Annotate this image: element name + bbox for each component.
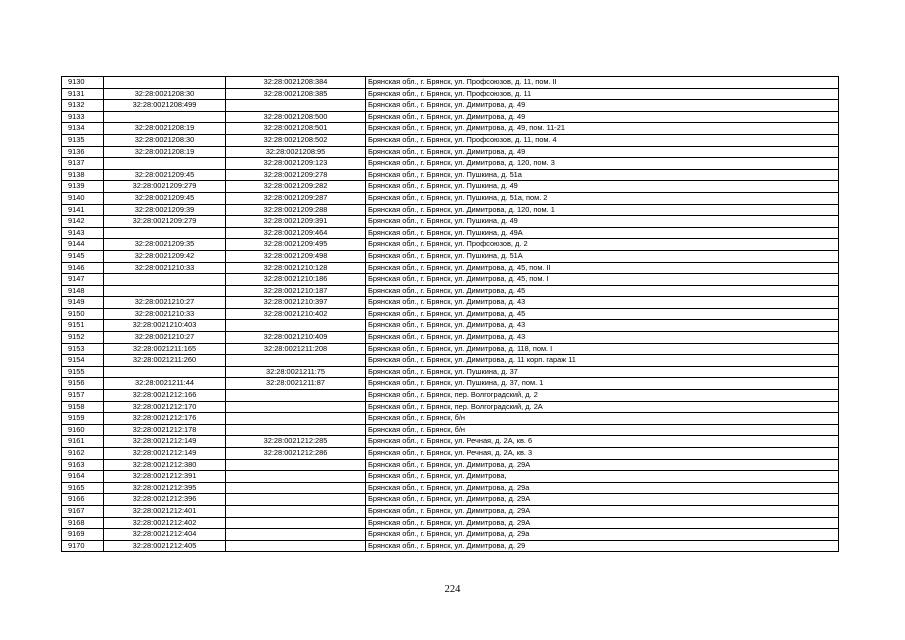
table-row (62, 494, 839, 506)
table-row (62, 448, 839, 460)
object-cadastral-number-cell: 32:28:0021208:501 (226, 123, 366, 135)
table-row (62, 250, 839, 262)
land-cadastral-number-cell: 32:28:0021212:380 (104, 459, 226, 471)
table-row (62, 100, 839, 112)
row-number-cell: 9159 (62, 413, 104, 425)
address-cell: Брянская обл., г. Брянск, ул. Димитрова, д. 120, пом. 3 (366, 158, 839, 170)
address-cell: Брянская обл., г. Брянск, ул. Профсоюзов, д. 11 (366, 88, 839, 100)
land-cadastral-number-cell: 32:28:0021210:27 (104, 297, 226, 309)
land-cadastral-number-cell: 32:28:0021208:30 (104, 134, 226, 146)
table-row (62, 355, 839, 367)
row-number-cell: 9148 (62, 285, 104, 297)
land-cadastral-number-cell (104, 77, 226, 89)
address-cell: Брянская обл., г. Брянск, ул. Пушкина, д. 37, пом. 1 (366, 378, 839, 390)
land-cadastral-number-cell: 32:28:0021211:44 (104, 378, 226, 390)
table-row (62, 459, 839, 471)
object-cadastral-number-cell: 32:28:0021212:286 (226, 448, 366, 460)
table-row (62, 297, 839, 309)
row-number-cell: 9145 (62, 250, 104, 262)
address-cell: Брянская обл., г. Брянск, б/н (366, 413, 839, 425)
object-cadastral-number-cell: 32:28:0021210:397 (226, 297, 366, 309)
address-cell: Брянская обл., г. Брянск, ул. Профсоюзов, д. 11, пом. II (366, 77, 839, 89)
land-cadastral-number-cell: 32:28:0021209:279 (104, 181, 226, 193)
object-cadastral-number-cell: 32:28:0021208:500 (226, 111, 366, 123)
object-cadastral-number-cell: 32:28:0021209:391 (226, 216, 366, 228)
address-cell: Брянская обл., г. Брянск, ул. Пушкина, д. 49 (366, 216, 839, 228)
land-cadastral-number-cell (104, 366, 226, 378)
address-cell: Брянская обл., г. Брянск, ул. Димитрова, (366, 471, 839, 483)
object-cadastral-number-cell: 32:28:0021209:287 (226, 192, 366, 204)
table-row (62, 401, 839, 413)
row-number-cell: 9168 (62, 517, 104, 529)
object-cadastral-number-cell: 32:28:0021208:502 (226, 134, 366, 146)
address-cell: Брянская обл., г. Брянск, б/н (366, 424, 839, 436)
table-row (62, 366, 839, 378)
row-number-cell: 9134 (62, 123, 104, 135)
address-cell: Брянская обл., г. Брянск, ул. Димитрова, д. 29А (366, 459, 839, 471)
land-cadastral-number-cell: 32:28:0021212:396 (104, 494, 226, 506)
row-number-cell: 9169 (62, 529, 104, 541)
row-number-cell: 9130 (62, 77, 104, 89)
land-cadastral-number-cell: 32:28:0021208:19 (104, 146, 226, 158)
address-cell: Брянская обл., г. Брянск, ул. Димитрова, д. 29а (366, 529, 839, 541)
object-cadastral-number-cell (226, 413, 366, 425)
address-cell: Брянская обл., г. Брянск, ул. Димитрова, д. 43 (366, 297, 839, 309)
row-number-cell: 9156 (62, 378, 104, 390)
object-cadastral-number-cell (226, 494, 366, 506)
row-number-cell: 9132 (62, 100, 104, 112)
land-cadastral-number-cell (104, 227, 226, 239)
land-cadastral-number-cell: 32:28:0021212:149 (104, 448, 226, 460)
object-cadastral-number-cell: 32:28:0021209:498 (226, 250, 366, 262)
table-row (62, 239, 839, 251)
row-number-cell: 9165 (62, 482, 104, 494)
table-row (62, 274, 839, 286)
register-table-body (62, 77, 839, 552)
address-cell: Брянская обл., г. Брянск, ул. Пушкина, д. 49А (366, 227, 839, 239)
land-cadastral-number-cell: 32:28:0021212:391 (104, 471, 226, 483)
address-cell: Брянская обл., г. Брянск, ул. Димитрова, д. 45, пом. II (366, 262, 839, 274)
land-cadastral-number-cell: 32:28:0021210:27 (104, 332, 226, 344)
row-number-cell: 9155 (62, 366, 104, 378)
table-row (62, 413, 839, 425)
address-cell: Брянская обл., г. Брянск, ул. Димитрова, д. 49 (366, 146, 839, 158)
object-cadastral-number-cell: 32:28:0021209:123 (226, 158, 366, 170)
land-cadastral-number-cell: 32:28:0021209:45 (104, 169, 226, 181)
table-row (62, 529, 839, 541)
table-row (62, 471, 839, 483)
land-cadastral-number-cell: 32:28:0021212:176 (104, 413, 226, 425)
object-cadastral-number-cell (226, 482, 366, 494)
object-cadastral-number-cell (226, 100, 366, 112)
object-cadastral-number-cell: 32:28:0021209:464 (226, 227, 366, 239)
object-cadastral-number-cell: 32:28:0021210:409 (226, 332, 366, 344)
object-cadastral-number-cell: 32:28:0021209:495 (226, 239, 366, 251)
land-cadastral-number-cell: 32:28:0021209:39 (104, 204, 226, 216)
table-row (62, 308, 839, 320)
object-cadastral-number-cell: 32:28:0021210:186 (226, 274, 366, 286)
address-cell: Брянская обл., г. Брянск, ул. Димитрова, д. 45 (366, 285, 839, 297)
object-cadastral-number-cell: 32:28:0021212:285 (226, 436, 366, 448)
address-cell: Брянская обл., г. Брянск, ул. Пушкина, д. 51а, пом. 2 (366, 192, 839, 204)
row-number-cell: 9137 (62, 158, 104, 170)
row-number-cell: 9141 (62, 204, 104, 216)
object-cadastral-number-cell: 32:28:0021210:128 (226, 262, 366, 274)
table-row (62, 262, 839, 274)
address-cell: Брянская обл., г. Брянск, ул. Димитрова, д. 45 (366, 308, 839, 320)
table-row (62, 436, 839, 448)
table-row (62, 378, 839, 390)
table-row (62, 204, 839, 216)
table-row (62, 158, 839, 170)
land-cadastral-number-cell: 32:28:0021208:19 (104, 123, 226, 135)
object-cadastral-number-cell: 32:28:0021209:288 (226, 204, 366, 216)
table-row (62, 285, 839, 297)
page-number: 224 (444, 584, 461, 595)
table-row (62, 123, 839, 135)
row-number-cell: 9140 (62, 192, 104, 204)
object-cadastral-number-cell: 32:28:0021209:282 (226, 181, 366, 193)
object-cadastral-number-cell (226, 320, 366, 332)
land-cadastral-number-cell: 32:28:0021212:395 (104, 482, 226, 494)
table-row (62, 424, 839, 436)
row-number-cell: 9144 (62, 239, 104, 251)
row-number-cell: 9143 (62, 227, 104, 239)
table-row (62, 134, 839, 146)
land-cadastral-number-cell: 32:28:0021212:401 (104, 505, 226, 517)
address-cell: Брянская обл., г. Брянск, ул. Димитрова, д. 29А (366, 494, 839, 506)
table-row (62, 169, 839, 181)
table-row (62, 517, 839, 529)
land-cadastral-number-cell: 32:28:0021210:33 (104, 262, 226, 274)
object-cadastral-number-cell (226, 529, 366, 541)
object-cadastral-number-cell (226, 517, 366, 529)
land-cadastral-number-cell: 32:28:0021211:165 (104, 343, 226, 355)
land-cadastral-number-cell (104, 158, 226, 170)
row-number-cell: 9153 (62, 343, 104, 355)
address-cell: Брянская обл., г. Брянск, пер. Волгоградский, д. 2А (366, 401, 839, 413)
land-cadastral-number-cell: 32:28:0021210:403 (104, 320, 226, 332)
address-cell: Брянская обл., г. Брянск, ул. Пушкина, д. 37 (366, 366, 839, 378)
object-cadastral-number-cell: 32:28:0021210:187 (226, 285, 366, 297)
table-row (62, 390, 839, 402)
row-number-cell: 9158 (62, 401, 104, 413)
row-number-cell: 9161 (62, 436, 104, 448)
address-cell: Брянская обл., г. Брянск, ул. Димитрова, д. 29 (366, 540, 839, 552)
object-cadastral-number-cell: 32:28:0021211:75 (226, 366, 366, 378)
table-row (62, 343, 839, 355)
table-row (62, 216, 839, 228)
address-cell: Брянская обл., г. Брянск, ул. Пушкина, д. 51А (366, 250, 839, 262)
row-number-cell: 9160 (62, 424, 104, 436)
land-cadastral-number-cell: 32:28:0021209:35 (104, 239, 226, 251)
row-number-cell: 9163 (62, 459, 104, 471)
address-cell: Брянская обл., г. Брянск, ул. Пушкина, д. 49 (366, 181, 839, 193)
row-number-cell: 9150 (62, 308, 104, 320)
object-cadastral-number-cell (226, 390, 366, 402)
address-cell: Брянская обл., г. Брянск, ул. Димитрова, д. 29а (366, 482, 839, 494)
table-row (62, 332, 839, 344)
table-row (62, 505, 839, 517)
land-cadastral-number-cell: 32:28:0021212:402 (104, 517, 226, 529)
row-number-cell: 9170 (62, 540, 104, 552)
row-number-cell: 9149 (62, 297, 104, 309)
register-table (61, 76, 839, 552)
land-cadastral-number-cell (104, 285, 226, 297)
object-cadastral-number-cell (226, 355, 366, 367)
object-cadastral-number-cell: 32:28:0021208:95 (226, 146, 366, 158)
address-cell: Брянская обл., г. Брянск, ул. Речная, д. 2А, кв. 6 (366, 436, 839, 448)
table-row (62, 88, 839, 100)
land-cadastral-number-cell: 32:28:0021208:30 (104, 88, 226, 100)
address-cell: Брянская обл., г. Брянск, ул. Димитрова, д. 43 (366, 332, 839, 344)
row-number-cell: 9154 (62, 355, 104, 367)
address-cell: Брянская обл., г. Брянск, ул. Профсоюзов, д. 11, пом. 4 (366, 134, 839, 146)
table-row (62, 181, 839, 193)
row-number-cell: 9135 (62, 134, 104, 146)
address-cell: Брянская обл., г. Брянск, ул. Речная, д. 2А, кв. 3 (366, 448, 839, 460)
object-cadastral-number-cell: 32:28:0021209:278 (226, 169, 366, 181)
address-cell: Брянская обл., г. Брянск, ул. Димитрова, д. 49 (366, 111, 839, 123)
land-cadastral-number-cell: 32:28:0021212:405 (104, 540, 226, 552)
row-number-cell: 9146 (62, 262, 104, 274)
object-cadastral-number-cell (226, 505, 366, 517)
object-cadastral-number-cell: 32:28:0021210:402 (226, 308, 366, 320)
table-row (62, 77, 839, 89)
object-cadastral-number-cell (226, 424, 366, 436)
object-cadastral-number-cell (226, 401, 366, 413)
row-number-cell: 9167 (62, 505, 104, 517)
address-cell: Брянская обл., г. Брянск, ул. Димитрова, д. 118, пом. I (366, 343, 839, 355)
object-cadastral-number-cell: 32:28:0021211:87 (226, 378, 366, 390)
object-cadastral-number-cell (226, 540, 366, 552)
table-row (62, 192, 839, 204)
land-cadastral-number-cell: 32:28:0021209:279 (104, 216, 226, 228)
address-cell: Брянская обл., г. Брянск, ул. Димитрова, д. 43 (366, 320, 839, 332)
land-cadastral-number-cell: 32:28:0021212:149 (104, 436, 226, 448)
table-row (62, 482, 839, 494)
row-number-cell: 9139 (62, 181, 104, 193)
land-cadastral-number-cell: 32:28:0021209:45 (104, 192, 226, 204)
row-number-cell: 9138 (62, 169, 104, 181)
address-cell: Брянская обл., г. Брянск, ул. Димитрова, д. 49 (366, 100, 839, 112)
address-cell: Брянская обл., г. Брянск, ул. Димитрова, д. 120, пом. 1 (366, 204, 839, 216)
land-cadastral-number-cell: 32:28:0021211:260 (104, 355, 226, 367)
table-row (62, 320, 839, 332)
address-cell: Брянская обл., г. Брянск, ул. Профсоюзов, д. 2 (366, 239, 839, 251)
row-number-cell: 9133 (62, 111, 104, 123)
land-cadastral-number-cell: 32:28:0021208:499 (104, 100, 226, 112)
land-cadastral-number-cell (104, 111, 226, 123)
address-cell: Брянская обл., г. Брянск, ул. Димитрова, д. 45, пом. I (366, 274, 839, 286)
land-cadastral-number-cell: 32:28:0021212:178 (104, 424, 226, 436)
table-row (62, 540, 839, 552)
address-cell: Брянская обл., г. Брянск, ул. Димитрова, д. 29А (366, 505, 839, 517)
object-cadastral-number-cell (226, 471, 366, 483)
address-cell: Брянская обл., г. Брянск, пер. Волгоградский, д. 2 (366, 390, 839, 402)
land-cadastral-number-cell: 32:28:0021212:404 (104, 529, 226, 541)
address-cell: Брянская обл., г. Брянск, ул. Димитрова, д. 11 корп. гараж 11 (366, 355, 839, 367)
object-cadastral-number-cell (226, 459, 366, 471)
address-cell: Брянская обл., г. Брянск, ул. Димитрова, д. 49, пом. 11-21 (366, 123, 839, 135)
row-number-cell: 9147 (62, 274, 104, 286)
address-cell: Брянская обл., г. Брянск, ул. Пушкина, д. 51а (366, 169, 839, 181)
table-row (62, 227, 839, 239)
row-number-cell: 9142 (62, 216, 104, 228)
row-number-cell: 9136 (62, 146, 104, 158)
row-number-cell: 9131 (62, 88, 104, 100)
land-cadastral-number-cell: 32:28:0021212:170 (104, 401, 226, 413)
table-row (62, 111, 839, 123)
land-cadastral-number-cell: 32:28:0021212:166 (104, 390, 226, 402)
land-cadastral-number-cell: 32:28:0021210:33 (104, 308, 226, 320)
row-number-cell: 9166 (62, 494, 104, 506)
table-row (62, 146, 839, 158)
row-number-cell: 9162 (62, 448, 104, 460)
object-cadastral-number-cell: 32:28:0021208:384 (226, 77, 366, 89)
row-number-cell: 9164 (62, 471, 104, 483)
object-cadastral-number-cell: 32:28:0021208:385 (226, 88, 366, 100)
land-cadastral-number-cell (104, 274, 226, 286)
row-number-cell: 9151 (62, 320, 104, 332)
address-cell: Брянская обл., г. Брянск, ул. Димитрова, д. 29А (366, 517, 839, 529)
land-cadastral-number-cell: 32:28:0021209:42 (104, 250, 226, 262)
row-number-cell: 9157 (62, 390, 104, 402)
row-number-cell: 9152 (62, 332, 104, 344)
object-cadastral-number-cell: 32:28:0021211:208 (226, 343, 366, 355)
